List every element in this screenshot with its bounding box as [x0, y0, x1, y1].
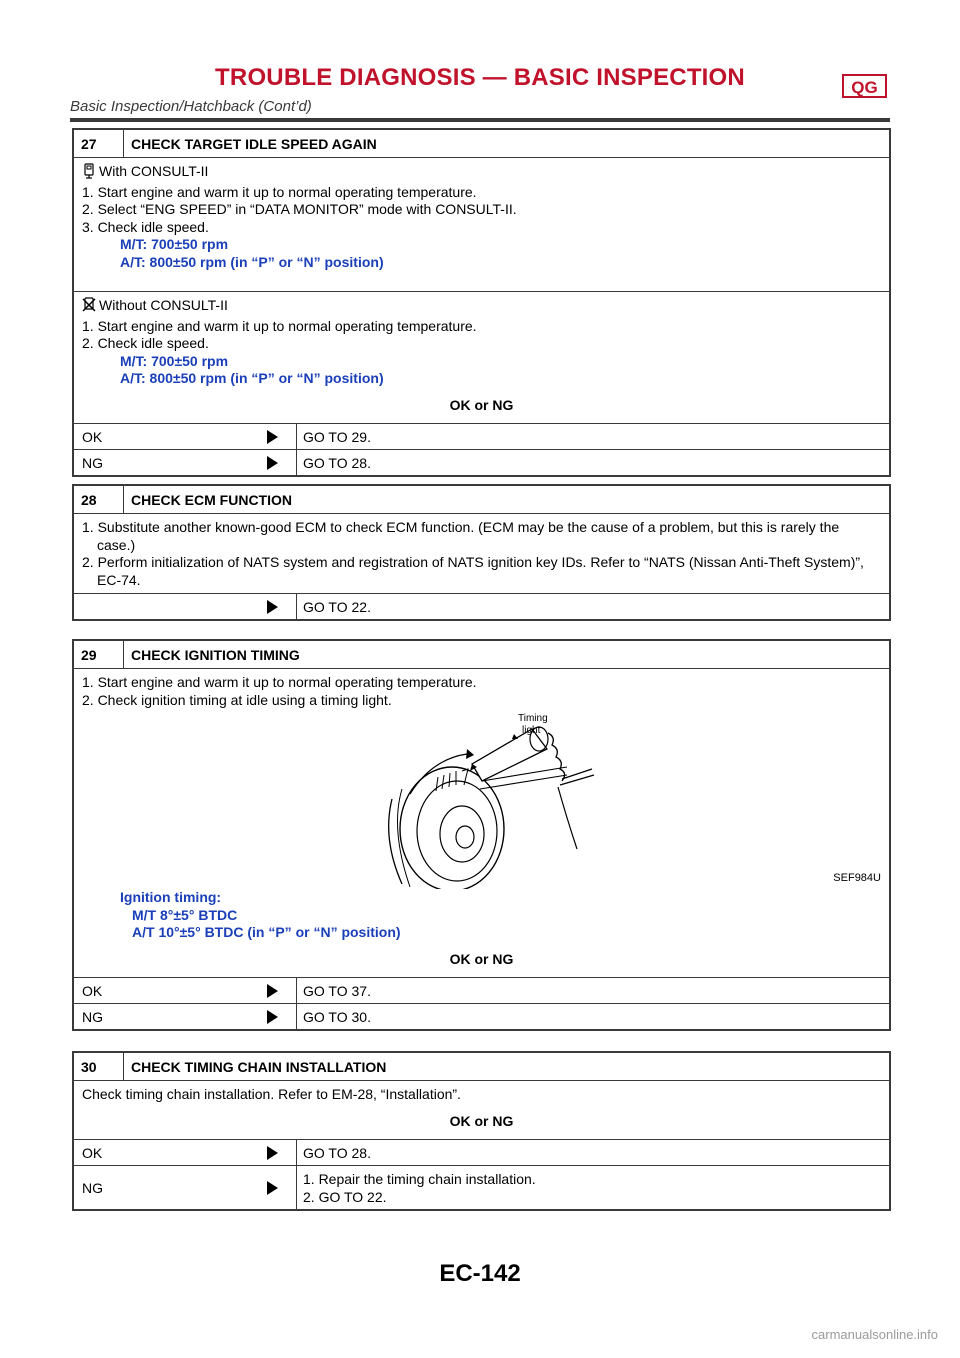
result-row-ok: [74, 423, 889, 449]
instruction: 1. Start engine and warm it up to normal operating temperature.: [82, 183, 477, 200]
instruction: 2. Perform initialization of NATS system and registration of NATS ignition key IDs. Refer to “NATS (Nissan Anti-Theft System)”, EC-74.: [82, 554, 864, 588]
step-title: CHECK TARGET IDLE SPEED AGAIN: [131, 135, 377, 152]
step-28-body: [74, 514, 889, 593]
instruction: 2. Check ignition timing at idle using a timing light.: [82, 691, 392, 708]
result-action: GO TO 37.: [303, 982, 371, 999]
step-30-title-row: [74, 1053, 889, 1081]
figure-label: light: [522, 725, 541, 736]
spec-label: Ignition timing:: [120, 889, 222, 905]
watermark: carmanualsonline.info: [811, 1327, 938, 1342]
figure-label: Timing: [518, 713, 548, 724]
spec-at: A/T: 800±50 rpm (in “P” or “N” position): [120, 370, 384, 386]
result-row-ok: [74, 977, 889, 1003]
result-action: GO TO 30.: [303, 1008, 371, 1025]
result-row: [74, 593, 889, 619]
step-title: CHECK TIMING CHAIN INSTALLATION: [131, 1058, 387, 1075]
step-27-title-row: [74, 130, 889, 158]
ok-or-ng: OK or NG: [449, 1112, 514, 1129]
without-consult-section: [74, 292, 889, 423]
step-28-title-row: [74, 486, 889, 514]
step-number: 27: [74, 130, 124, 157]
result-action: GO TO 29.: [303, 428, 371, 445]
result-label: OK: [82, 428, 103, 445]
result-action: 2. GO TO 22.: [303, 1188, 387, 1205]
result-label: OK: [82, 1144, 103, 1161]
header-rule: [70, 118, 890, 122]
arrow-right-icon: [267, 984, 278, 998]
arrow-right-icon: [267, 1181, 278, 1195]
step-27-box: [72, 128, 891, 477]
step-number: 28: [74, 486, 124, 513]
spec-at: A/T 10°±5° BTDC (in “P” or “N” position): [132, 924, 401, 940]
step-30-body: [74, 1081, 889, 1139]
result-action: GO TO 28.: [303, 1144, 371, 1161]
step-number: 30: [74, 1053, 124, 1080]
page-number: EC-142: [439, 1260, 521, 1287]
step-title: CHECK ECM FUNCTION: [131, 491, 292, 508]
result-label: NG: [82, 454, 103, 471]
result-label: NG: [82, 1008, 103, 1025]
instruction: 1. Start engine and warm it up to normal operating temperature.: [82, 674, 477, 690]
page-subtitle: Basic Inspection/Hatchback (Cont’d): [70, 98, 312, 115]
result-row-ng: [74, 1165, 889, 1209]
instruction: 2. Check idle speed.: [82, 335, 209, 351]
result-row-ng: [74, 1003, 889, 1029]
consult-tool-icon: [82, 163, 96, 184]
result-action: GO TO 22.: [303, 598, 371, 615]
page-title: TROUBLE DIAGNOSIS — BASIC INSPECTION: [215, 64, 745, 91]
no-consult-tool-icon: [82, 297, 96, 318]
instruction: Check timing chain installation. Refer to EM-28, “Installation”.: [82, 1086, 461, 1102]
arrow-right-icon: [267, 456, 278, 470]
spec-mt: M/T 8°±5° BTDC: [132, 906, 238, 923]
section-badge: QG: [842, 74, 887, 98]
step-29-title-row: [74, 641, 889, 669]
result-label: OK: [82, 982, 103, 999]
step-28-box: [72, 484, 891, 621]
timing-light-figure: [82, 709, 881, 889]
result-label: NG: [82, 1179, 103, 1196]
result-row-ok: [74, 1139, 889, 1165]
step-number: 29: [74, 641, 124, 668]
arrow-right-icon: [267, 600, 278, 614]
step-title: CHECK IGNITION TIMING: [131, 646, 300, 663]
arrow-right-icon: [267, 1010, 278, 1024]
arrow-right-icon: [267, 1146, 278, 1160]
arrow-right-icon: [267, 430, 278, 444]
with-consult-label: With CONSULT-II: [99, 163, 209, 179]
spec-mt: M/T: 700±50 rpm: [120, 352, 229, 369]
instruction: 1. Substitute another known-good ECM to check ECM function. (ECM may be the cause of a problem, but this is rarely the case.): [82, 519, 840, 553]
ok-or-ng: OK or NG: [449, 950, 514, 967]
result-action: GO TO 28.: [303, 454, 371, 471]
step-29-body: [74, 669, 889, 977]
with-consult-section: [74, 158, 889, 292]
step-30-box: [72, 1051, 891, 1211]
spec-at: A/T: 800±50 rpm (in “P” or “N” position): [120, 253, 384, 270]
step-29-box: [72, 639, 891, 1031]
ok-or-ng: OK or NG: [449, 396, 514, 413]
timing-light-illustration: [362, 709, 622, 889]
result-action: 1. Repair the timing chain installation.: [303, 1170, 536, 1187]
instruction: 2. Select “ENG SPEED” in “DATA MONITOR” mode with CONSULT-II.: [82, 201, 517, 217]
instruction: 3. Check idle speed.: [82, 218, 209, 235]
without-consult-label: Without CONSULT-II: [99, 297, 228, 313]
spec-mt: M/T: 700±50 rpm: [120, 236, 229, 252]
result-row-ng: [74, 449, 889, 475]
figure-code: SEF984U: [833, 871, 881, 884]
instruction: 1. Start engine and warm it up to normal operating temperature.: [82, 317, 477, 334]
